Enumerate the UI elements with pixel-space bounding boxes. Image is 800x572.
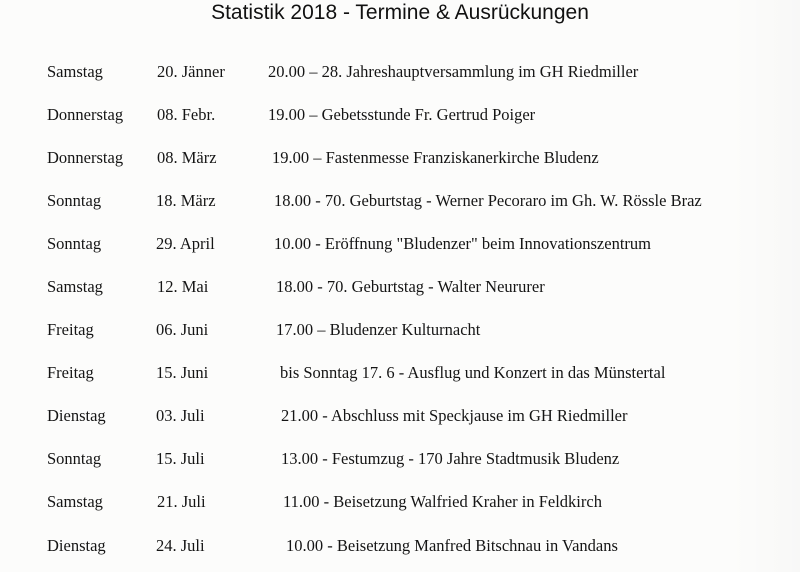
list-item — [0, 186, 800, 216]
list-item — [0, 531, 800, 561]
list-item — [0, 229, 800, 259]
event-date: 08. Febr. — [157, 105, 216, 124]
event-description: 17.00 – Bludenzer Kulturnacht — [276, 320, 481, 339]
event-description: 18.00 - 70. Geburtstag - Walter Neururer — [276, 277, 545, 296]
weekday: Samstag — [47, 277, 103, 296]
event-description: 18.00 - 70. Geburtstag - Werner Pecoraro im Gh. W. Rössle Braz — [274, 191, 702, 210]
weekday: Sonntag — [47, 234, 102, 253]
list-item — [0, 57, 800, 87]
event-description: bis Sonntag 17. 6 - Ausflug und Konzert in das Münstertal — [280, 363, 666, 382]
list-item — [0, 487, 800, 517]
weekday: Freitag — [47, 363, 94, 382]
event-date: 12. Mai — [157, 277, 209, 296]
list-item — [0, 143, 800, 173]
event-date: 03. Juli — [156, 406, 205, 425]
event-description: 11.00 - Beisetzung Walfried Kraher in Feldkirch — [283, 492, 602, 511]
event-date: 21. Juli — [157, 492, 206, 511]
weekday: Sonntag — [47, 191, 102, 210]
list-item — [0, 401, 800, 431]
event-description: 21.00 - Abschluss mit Speckjause im GH Riedmiller — [281, 406, 628, 425]
weekday: Freitag — [47, 320, 94, 339]
weekday: Samstag — [47, 492, 103, 511]
weekday: Donnerstag — [47, 105, 124, 124]
event-date: 06. Juni — [156, 320, 209, 339]
event-description: 10.00 - Beisetzung Manfred Bitschnau in Vandans — [286, 536, 618, 555]
list-item — [0, 444, 800, 474]
event-date: 18. März — [156, 191, 216, 210]
event-date: 08. März — [157, 148, 217, 167]
event-description: 13.00 - Festumzug - 170 Jahre Stadtmusik Bludenz — [281, 449, 620, 468]
event-date: 15. Juni — [156, 363, 209, 382]
event-date: 20. Jänner — [157, 62, 225, 81]
event-description: 10.00 - Eröffnung "Bludenzer" beim Innovationszentrum — [274, 234, 651, 253]
event-description: 19.00 – Gebetsstunde Fr. Gertrud Poiger — [268, 105, 536, 124]
event-description: 19.00 – Fastenmesse Franziskanerkirche Bludenz — [272, 148, 599, 167]
list-item — [0, 100, 800, 130]
list-item — [0, 358, 800, 388]
event-description: 20.00 – 28. Jahreshauptversammlung im GH Riedmiller — [268, 62, 639, 81]
weekday: Sonntag — [47, 449, 102, 468]
event-date: 15. Juli — [156, 449, 205, 468]
weekday: Donnerstag — [47, 148, 124, 167]
weekday: Samstag — [47, 62, 103, 81]
list-item — [0, 272, 800, 302]
weekday: Dienstag — [47, 536, 106, 555]
page-title: Statistik 2018 - Termine & Ausrückungen — [211, 1, 589, 24]
event-date: 29. April — [156, 234, 215, 253]
weekday: Dienstag — [47, 406, 106, 425]
event-date: 24. Juli — [156, 536, 205, 555]
list-item — [0, 315, 800, 345]
